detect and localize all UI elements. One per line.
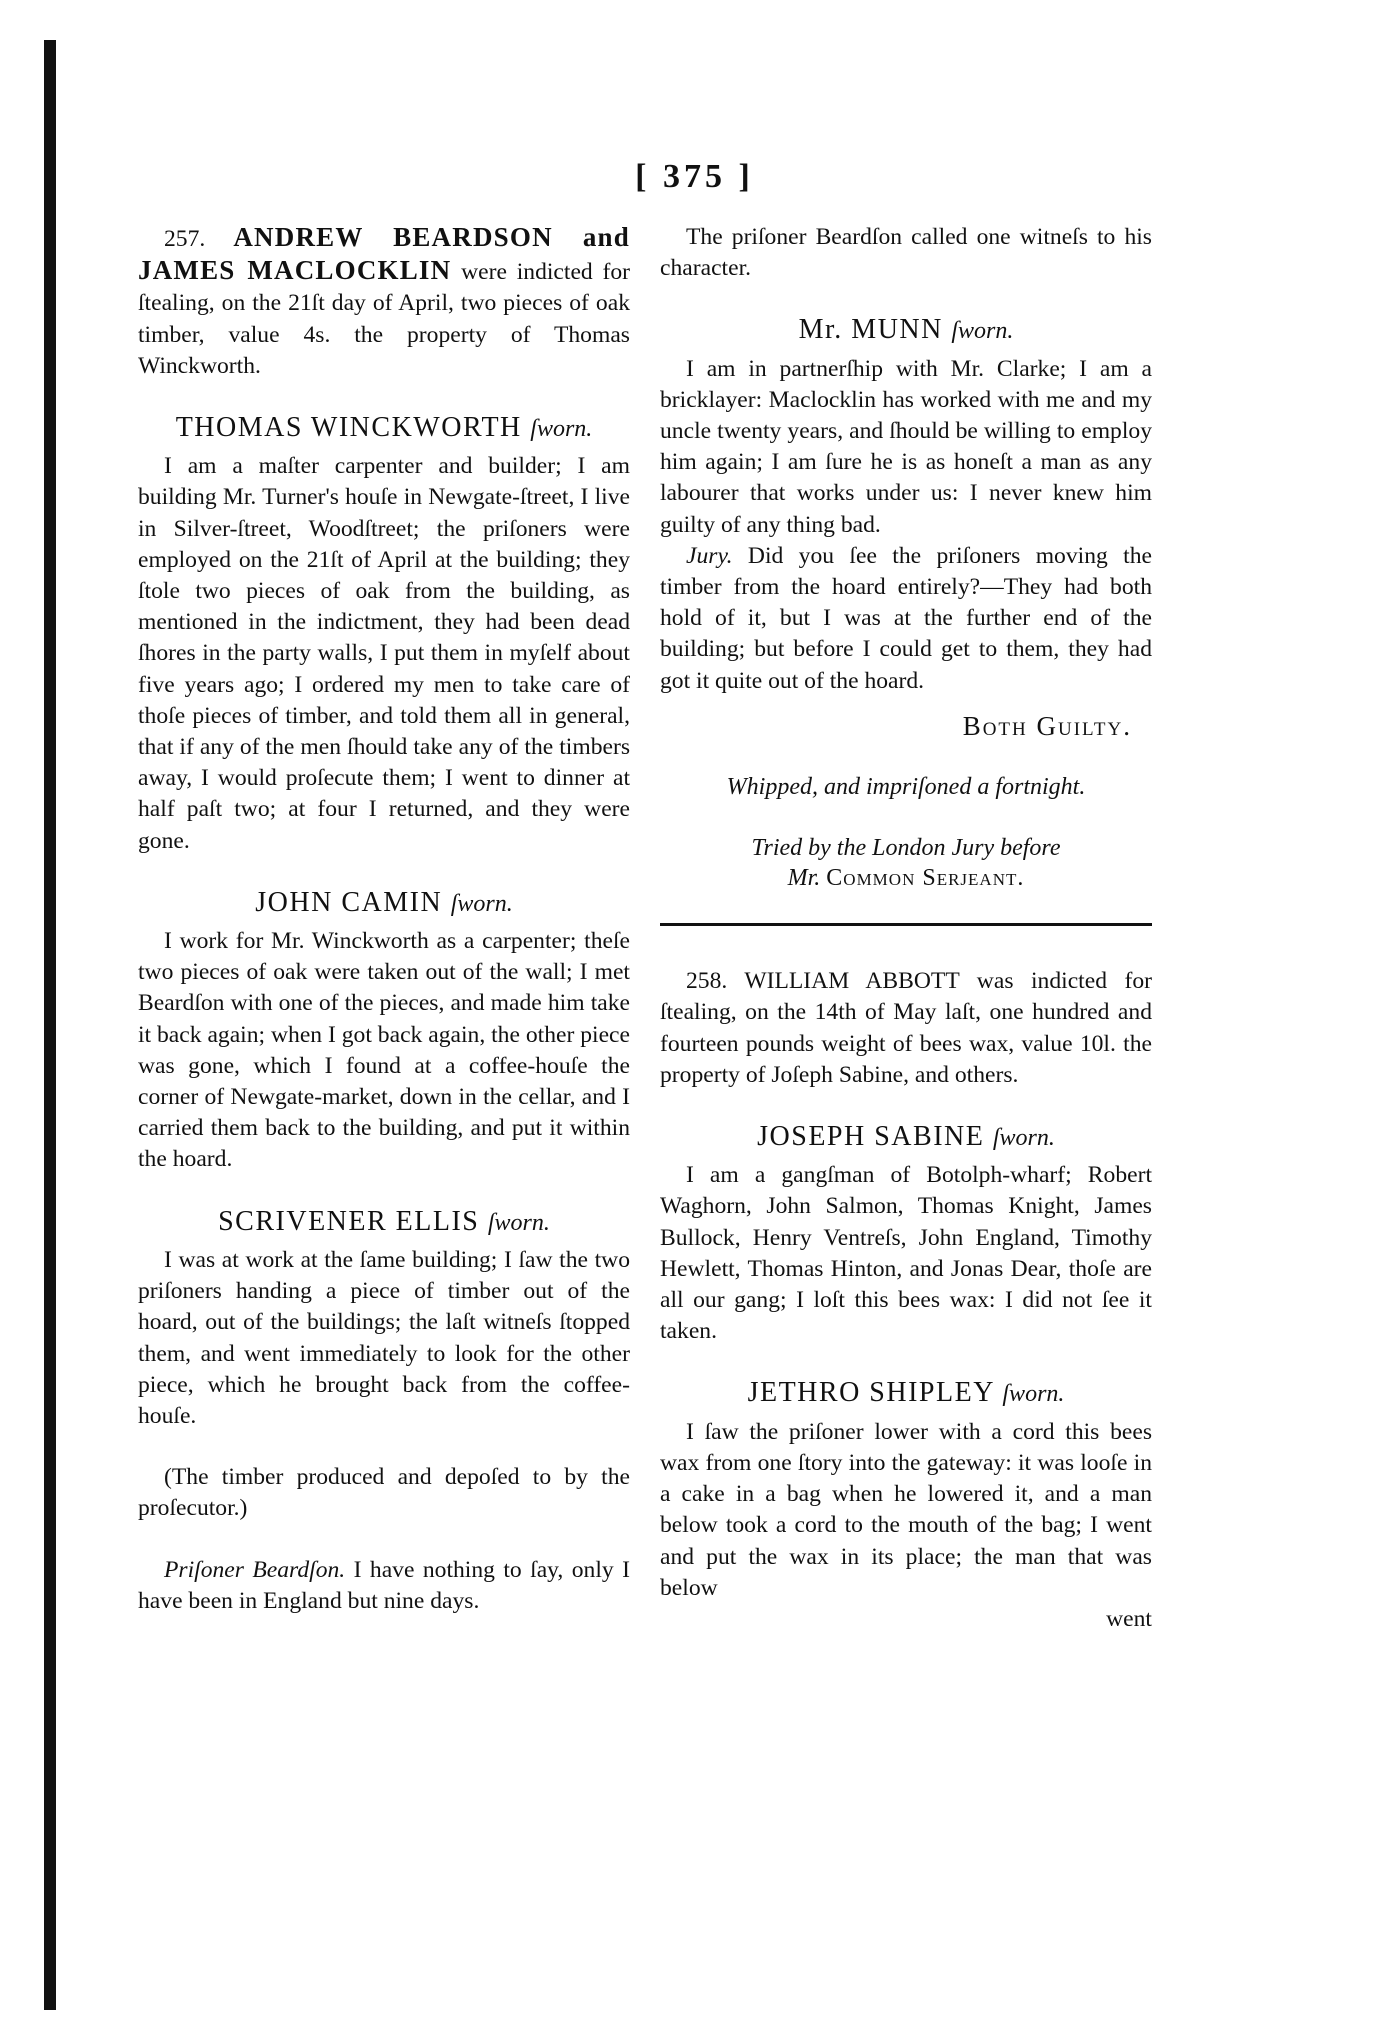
left-column	[138, 222, 630, 1617]
catchword: went	[1106, 1605, 1152, 1632]
witness-name: SCRIVENER ELLIS	[218, 1205, 480, 1237]
evidence-note: (The timber produced and depoſed to by the proſecutor.)	[138, 1464, 630, 1522]
sworn-label: ſworn.	[951, 318, 1014, 345]
testimony-sabine: I am a gangſman of Botolph-wharf; Robert Waghorn, John Salmon, Thomas Knight, James Bullock, Henry Ventreſs, John England, Timothy Hewlett, Thomas Hinton, and Jonas Dear, thoſe are all our gang; I loſt this bees wax: I did not ſee it taken.	[660, 1162, 1152, 1345]
witness-heading-sabine	[660, 1121, 1152, 1154]
tried-line-1: Tried by the London Jury before	[751, 835, 1061, 862]
jury-speaker: Jury.	[686, 542, 733, 569]
sworn-label: ſworn.	[487, 1209, 550, 1236]
case-258-indictment: 258. WILLIAM ABBOTT was indicted for ſtealing, on the 14th of May laſt, one hundred and fourteen pounds weight of bees wax, value 10l. the property of Joſeph Sabine, and others.	[660, 968, 1152, 1088]
page-number: [ 375 ]	[635, 158, 754, 195]
witness-name: Mr. MUNN	[798, 314, 943, 346]
verdict: Both Guilty.	[962, 710, 1132, 741]
witness-name: JETHRO SHIPLEY	[747, 1377, 994, 1409]
tried-before	[660, 833, 1152, 893]
jury-question	[660, 541, 1152, 697]
defence-statement	[138, 1555, 630, 1617]
character-witness-intro: The priſoner Beardſon called one witneſs to his character.	[660, 224, 1152, 282]
witness-heading-shipley	[660, 1377, 1152, 1410]
witness-heading-camin	[138, 887, 630, 920]
section-divider	[660, 923, 1152, 926]
witness-heading-munn	[660, 314, 1152, 347]
testimony-winckworth: I am a maſter carpenter and builder; I am building Mr. Turner's houſe in Newgate-ſtreet, I live in Silver-ſtreet, Woodſtreet; the priſoners were employed on the 21ſt of April at the building; they ſtole two pieces of oak from the building, as mentioned in the indictment, they had been dead ſhores in the party walls, I put them in myſelf about five years ago; I ordered my men to take care of thoſe pieces of timber, and told them all in general, that if any of the men ſhould take any of the timbers away, I would proſecute them; I went to dinner at half paſt two; at four I returned, and they were gone.	[138, 453, 630, 854]
witness-name: JOSEPH SABINE	[757, 1121, 985, 1153]
witness-name: THOMAS WINCKWORTH	[175, 412, 522, 444]
testimony-munn: I am in partnerſhip with Mr. Clarke; I am a bricklayer: Maclocklin has worked with me and my uncle twenty years, and ſhould be willing to employ him again; I am ſure he is as honeſt a man as any labourer that works under us: I never knew him guilty of any thing bad.	[660, 355, 1152, 538]
case-257-charge: were indicted for ſtealing, on the 21ſt day of April, two pieces of oak timber, value 4s. the property of Thomas Winckworth.	[138, 259, 630, 379]
tried-line-2-title: Common Serjeant.	[826, 865, 1025, 892]
sentence: Whipped, and impriſoned a fortnight.	[726, 774, 1086, 801]
defence-speaker: Priſoner Beardſon.	[164, 1556, 346, 1583]
witness-heading-winckworth	[138, 412, 630, 445]
sworn-label: ſworn.	[450, 890, 513, 917]
witness-name: JOHN CAMIN	[255, 886, 443, 918]
witness-heading-ellis	[138, 1206, 630, 1239]
case-257-number: 257.	[164, 226, 206, 252]
page-binding-edge	[44, 40, 56, 2010]
case-257-indictment	[138, 222, 630, 382]
right-column	[660, 222, 1152, 1635]
sworn-label: ſworn.	[1002, 1381, 1065, 1408]
case-257-defendants: ANDREW BEARDSON and JAMES MACLOCKLIN	[138, 222, 630, 286]
sworn-label: ſworn.	[992, 1125, 1055, 1152]
tried-line-2-prefix: Mr.	[787, 865, 821, 892]
sworn-label: ſworn.	[530, 416, 593, 443]
testimony-camin: I work for Mr. Winckworth as a carpenter; theſe two pieces of oak were taken out of the wall; I met Beardſon with one of the pieces, and made him take it back again; when I got back again, the other piece was gone, which I found at a coffee-houſe the corner of Newgate-market, down in the cellar, and I carried them back to the building, and put it within the hoard.	[138, 928, 630, 1173]
defence-text: I have nothing to ſay, only I have been in England but nine days.	[138, 1556, 630, 1614]
testimony-ellis: I was at work at the ſame building; I ſaw the two priſoners handing a piece of timber out of the hoard, out of the buildings; the laſt witneſs ſtopped them, and went immediately to look for the other piece, which he brought back from the coffee-houſe.	[138, 1246, 630, 1429]
testimony-shipley: I ſaw the priſoner lower with a cord this bees wax from one ſtory into the gateway: it was looſe in a cake in a bag when he lowered it, and a man below took a cord to the mouth of the bag; I went and put the wax in its place; the man that was below	[660, 1418, 1152, 1601]
jury-text: Did you ſee the priſoners moving the timber from the hoard entirely?—They had both hold of it, but I was at the further end of the building; but before I could get to them, they had got it quite out of the hoard.	[660, 542, 1152, 694]
